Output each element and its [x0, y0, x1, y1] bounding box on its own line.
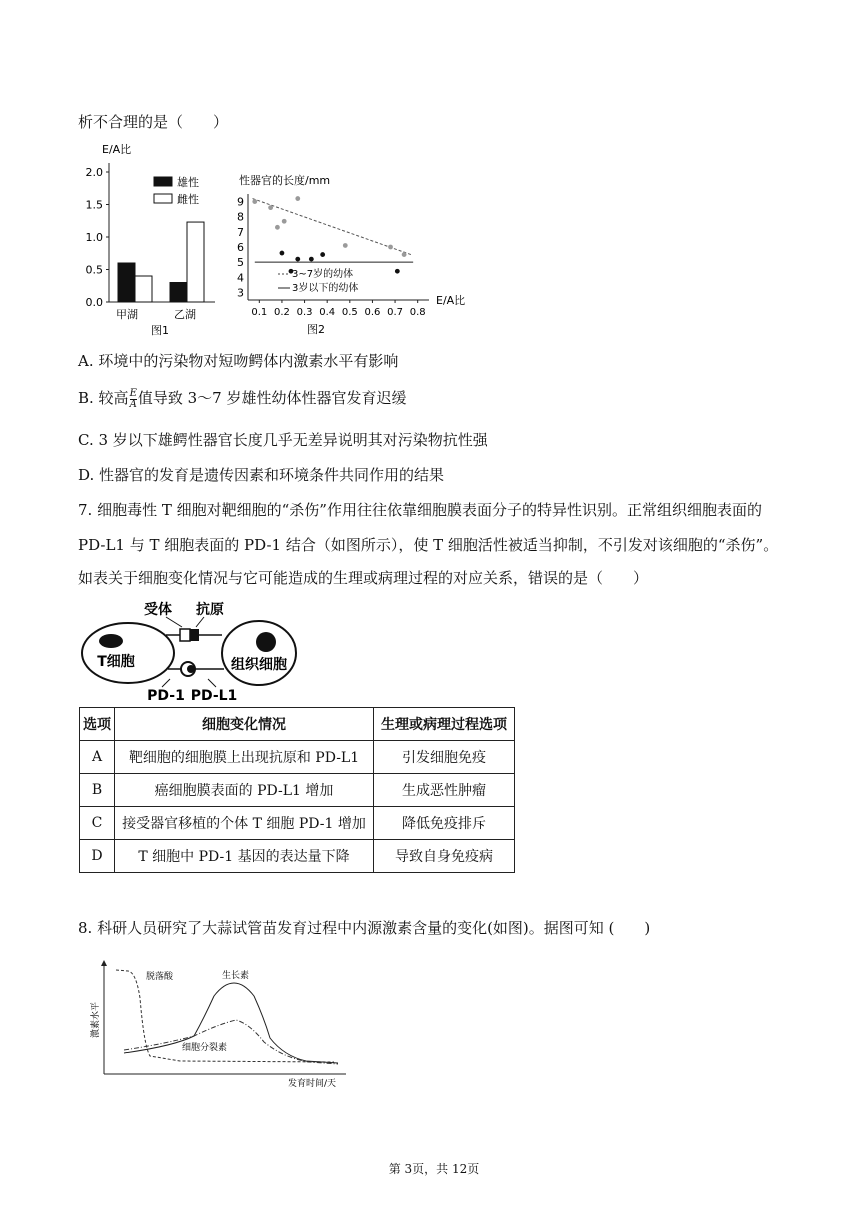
fig2-ytick-label: 8 [237, 210, 244, 224]
fig1-legend-swatch-female [154, 194, 172, 203]
t-cell [82, 623, 174, 683]
table-cell-option: C [80, 807, 115, 840]
table-cell-process: 引发细胞免疫 [374, 741, 515, 774]
fig1-ytick-label: 2.0 [85, 166, 103, 179]
fig1-bar-female [135, 276, 152, 302]
fig1-bars [118, 222, 204, 302]
table-header-row [80, 708, 515, 741]
table-row [80, 807, 515, 840]
table-cell-process: 生成恶性肿瘤 [374, 774, 515, 807]
fig1-bar-female [187, 222, 204, 302]
fig2-xticks [251, 300, 425, 318]
fig2-point-younger [309, 257, 314, 262]
fig1-bar-male [170, 283, 187, 303]
auxin-curve [124, 983, 338, 1063]
fig2-xtick-label: 0.6 [364, 307, 381, 318]
fig1-yticks [86, 166, 110, 309]
fig2-ytick-label: 7 [237, 225, 244, 239]
fig2-xtick-label: 0.3 [296, 307, 313, 318]
q6-stem-tail: 析不合理的是（ ） [78, 113, 229, 131]
q6-option-b [78, 388, 407, 410]
fig2-point-older [282, 219, 287, 224]
fig2-xtick-label: 0.2 [273, 307, 290, 318]
q7-stem-line3: 如表关于细胞变化情况与它可能造成的生理或病理过程的对应关系，错误的是（ ） [78, 569, 649, 587]
table-row [80, 774, 515, 807]
table-cell-change: 癌细胞膜表面的 PD-L1 增加 [115, 774, 374, 807]
tissue-cell [222, 621, 296, 685]
pdl1-pointer [208, 679, 216, 687]
q6-option-a: A. 环境中的污染物对短吻鳄体内激素水平有影响 [78, 352, 399, 370]
pd1-pointer [162, 679, 170, 687]
q6-option-b-suffix: 值导致 3～7 岁雄性幼体性器官发育迟缓 [137, 389, 407, 407]
fig1-ytick-label: 1.5 [85, 198, 103, 212]
q8-label-abscisic: 脱落酸 [146, 972, 174, 982]
fig2-point-older [268, 205, 273, 210]
fig2-legend-younger: 3岁以下的幼体 [292, 283, 359, 294]
table-cell-change: 靶细胞的细胞膜上出现抗原和 PD-L1 [115, 741, 374, 774]
fig1-ytick-label: 1.0 [85, 231, 103, 244]
antigen-pointer [196, 617, 204, 627]
fig1-legend-female: 雌性 [177, 193, 199, 206]
fig2-xtick-label: 0.4 [319, 307, 336, 318]
pdl1-shape [187, 665, 195, 673]
table-row [80, 741, 515, 774]
fig2-yticks [237, 196, 244, 300]
fig1-legend-swatch-male [154, 177, 172, 186]
receptor-shape [180, 629, 190, 641]
fig2-xtick-label: 0.1 [251, 307, 268, 318]
q7-stem-line2: PD-L1 与 T 细胞表面的 PD-1 结合（如图所示），使 T 细胞活性被适当抑制，不引发对该细胞的“杀伤”。 [78, 536, 779, 554]
fig2-point-older [275, 225, 280, 230]
fig2-point-older [295, 196, 300, 201]
fig2-trend-lines [253, 199, 414, 263]
q8-ylabel: 激素水平 [91, 1001, 101, 1039]
fig2-ytick-label: 3 [237, 286, 244, 300]
q6-option-b-prefix: B. 较高 [78, 389, 129, 407]
table-cell-option: D [80, 840, 115, 873]
fig2-xtick-label: 0.5 [341, 307, 358, 318]
fig1-ylabel: E/A比 [102, 143, 132, 156]
q6-option-b-fraction [130, 389, 137, 410]
fig2-point-younger [280, 251, 285, 256]
table-row [80, 840, 515, 873]
fig1-ytick-label: 0.5 [85, 263, 103, 277]
pdl1-label: PD-L1 [190, 688, 238, 704]
receptor-label: 受体 [144, 602, 172, 618]
q8-label-auxin: 生长素 [222, 971, 250, 981]
fig2-point-younger [395, 269, 400, 274]
fig1-xtick-jia: 甲湖 [116, 308, 138, 321]
cell-interaction-diagram [78, 597, 318, 707]
fig2-ylabel: 性器官的长度/mm [239, 174, 331, 187]
t-cell-nucleus [99, 634, 123, 648]
tissue-cell-label: 组织细胞 [231, 657, 287, 673]
table-cell-process: 导致自身免疫病 [374, 840, 515, 873]
antigen-shape [190, 629, 199, 641]
table-header-option: 选项 [80, 708, 115, 741]
antigen-label: 抗原 [196, 602, 224, 618]
fig2-point-older [388, 245, 393, 250]
figure1-bar-chart [82, 140, 232, 340]
q8-label-cytokinin: 细胞分裂素 [182, 1043, 228, 1053]
fig2-ytick-label: 9 [237, 195, 244, 209]
hormone-level-graph [84, 958, 364, 1090]
fig2-ytick-label: 6 [237, 241, 244, 254]
fig2-xlabel: E/A比 [436, 294, 466, 307]
q8-xlabel: 发育时间/天 [287, 1079, 337, 1089]
fig2-point-older [402, 252, 407, 257]
fig2-ytick-label: 5 [237, 256, 244, 270]
table-header-process: 生理或病理过程选项 [374, 708, 515, 741]
table-cell-option: B [80, 774, 115, 807]
q6-option-c: C. 3 岁以下雄鳄性器官长度几乎无差异说明其对污染物抗性强 [78, 431, 488, 449]
tissue-cell-nucleus [256, 632, 276, 652]
table-header-change: 细胞变化情况 [115, 708, 374, 741]
fig2-legend-older: 3~7岁的幼体 [292, 269, 354, 280]
fig2-ytick-label: 4 [237, 271, 244, 285]
q7-stem-line1: 7. 细胞毒性 T 细胞对靶细胞的“杀伤”作用往往依靠细胞膜表面分子的特异性识别。正常组织细胞表面的 [78, 501, 762, 519]
fig2-xtick-label: 0.7 [387, 307, 404, 318]
fig1-ytick-label: 0.0 [85, 296, 103, 309]
fig2-xtick-label: 0.8 [409, 307, 426, 318]
figure2-scatter-chart [234, 168, 484, 340]
fraction-denominator: A [129, 398, 137, 410]
fig1-legend-male: 雄性 [177, 176, 199, 189]
pd1-label: PD-1 [147, 688, 185, 704]
fig2-caption: 图2 [307, 323, 325, 336]
fraction-numerator: E [129, 387, 137, 399]
fig1-bar-male [118, 263, 135, 302]
fig2-point-younger [295, 257, 300, 262]
q7-options-table [79, 707, 515, 873]
page-footer: 第 3页，共 12页 [388, 1162, 480, 1176]
fig2-point-older [252, 199, 257, 204]
table-cell-change: 接受器官移植的个体 T 细胞 PD-1 增加 [115, 807, 374, 840]
cytokinin-curve [124, 1020, 338, 1064]
q6-option-d: D. 性器官的发育是遗传因素和环境条件共同作用的结果 [78, 466, 445, 484]
table-cell-change: T 细胞中 PD-1 基因的表达量下降 [115, 840, 374, 873]
table-cell-option: A [80, 741, 115, 774]
q8-y-arrow-icon [101, 960, 107, 966]
fig1-xtick-yi: 乙湖 [174, 308, 196, 321]
fig1-caption: 图1 [151, 324, 169, 337]
fig2-point-younger [320, 252, 325, 257]
fig2-point-older [343, 243, 348, 248]
table-cell-process: 降低免疫排斥 [374, 807, 515, 840]
t-cell-label: T细胞 [97, 654, 135, 670]
receptor-pointer [166, 617, 182, 627]
q8-stem: 8. 科研人员研究了大蒜试管苗发育过程中内源激素含量的变化(如图)。据图可知 ( ) [78, 919, 651, 937]
